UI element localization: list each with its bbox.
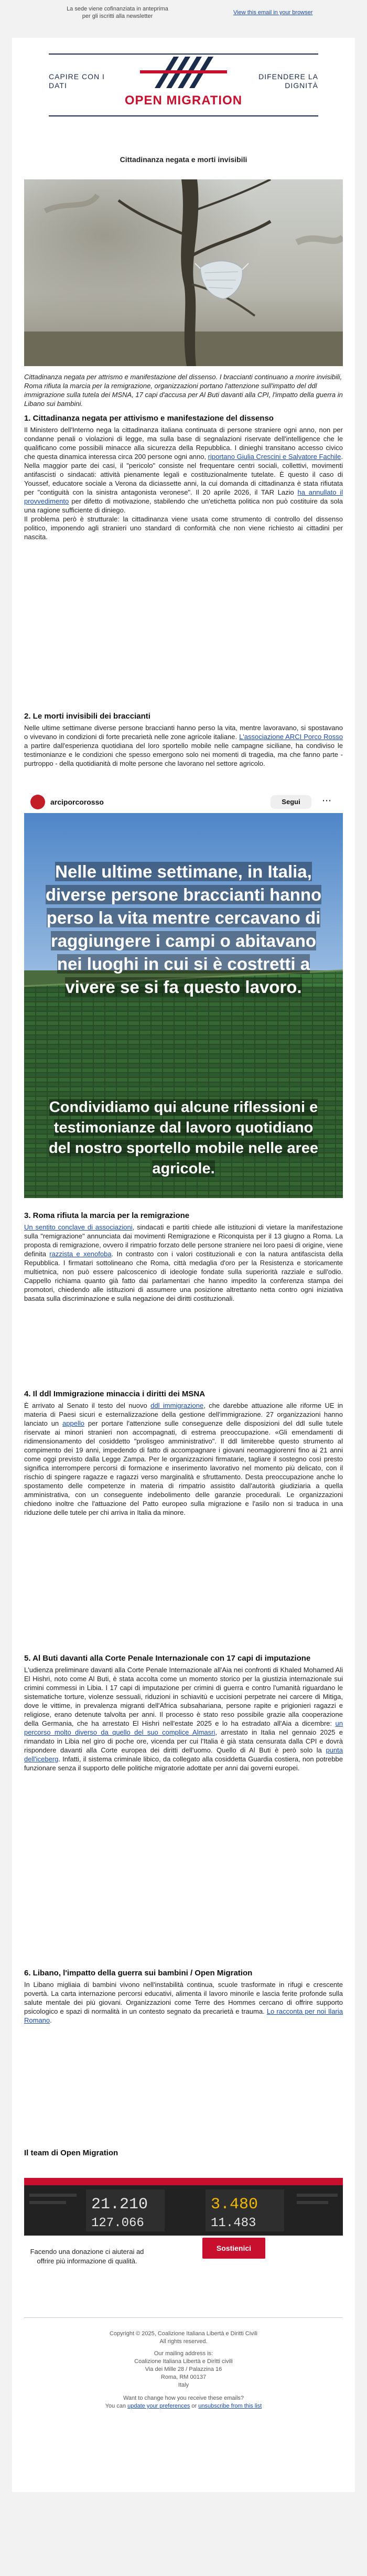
section-4-body: È arrivato al Senato il testo del nuovo ddl immigrazione, che darebbe attuazione alle riforme UE in materia di Paesi sicuri e esternalizzazione della gestione dell'immigrazione. 27 organizzazioni hanno lanciato un appello per portare l'attenzione sulle conseguenze delle disposizioni del ddl sulle tutele riservate ai minori stranieri non accompagnati, di estrema preoccupazione. «Gli emendamenti di ridimensionamento del cosiddetto "prolisgeo amministrativo". Il ddl limiterebbe questo strumento al compimento dei 19 anni, impedendo di fatto di accompagnare i giovani neomaggiorenni fino ai 21 anni come oggi previsto dalla Legge Zampa. Per le organizzazioni firmatarie, tagliare il sostegno così presto significa interrompere percorsi di formazione e inserimento lavorativo nel momento più delicato, con il rischio di spingere ragazze e ragazzi verso marginalità e sfruttamento. Desta preoccupazione anche lo spostamento delle competenze in materia di rimpatrio assistito dall'autorità giudiziaria a quella amministrativa, con un conseguente indebolimento delle garanzie procedurali. Le organizzazioni chiedono inoltre che l'attuazione del Patto europeo sulla migrazione e l'asilo non si traduca in una riduzione delle tutele per chi arriva in Italia da minore. — [24, 1402, 343, 1516]
section-5-link-2[interactable]: punta dell'iceberg — [24, 1746, 343, 1763]
view-in-browser-link[interactable]: View this email in your browser — [233, 9, 313, 16]
section-3 — [24, 1211, 343, 1303]
instagram-follow-button[interactable]: Segui — [271, 795, 311, 809]
footer-org: Coalizione Italiana Libertà e Diritti civili — [134, 2358, 233, 2365]
section-2 — [24, 711, 343, 768]
instagram-avatar[interactable] — [30, 795, 45, 809]
header-rule-bottom — [49, 115, 318, 116]
footer-city: Roma, RM 00137 — [160, 2374, 207, 2380]
footer-divider — [24, 2317, 343, 2318]
brand-name: OPEN MIGRATION — [124, 93, 243, 108]
dashboard-graphic — [24, 2178, 343, 2236]
instagram-media[interactable] — [24, 813, 343, 1198]
hero-photo — [24, 179, 343, 366]
support-button[interactable]: Sostienici — [202, 2238, 265, 2259]
email-body — [12, 38, 355, 2492]
section-4-heading: 4. Il ddl Immigrazione minaccia i diritti dei MSNA — [24, 1389, 206, 1398]
section-5-body: L'udienza preliminare davanti alla Corte Penale Internazionale all'Aia nei confronti di Khaled Mohamed Ali El Hishri, noto come Al Buti, è stata accolta come un momento storico per la giustizia internazionale sui crimini commessi in Libia. I 17 capi di imputazione per crimini di guerra e contro l'umanità riguardano le sistematiche torture, violenze sessuali, riduzioni in schiavitù e uccisioni perpetrate nei carcere di Mitiga, dove le vittime, in prevalenza migranti dell'Africa subsahariana, persone rapite e prigionieri ragazzi e religiose, erano detenute talvolta per anni. Il processo è stato reso possibile grazie alla cooperazione della Germania, che ha arrestato El Hishri nell'estate 2025 e lo ha estradato all'Aia a dicembre: un percorso molto diverso da quello del suo complice Almasri, arrestato in Italia nel gennaio 2025 e rimandato in Libia nel giro di poche ore, vicenda per cui l'Italia è già stata censurata dalla CPI e dovrà rispondere davanti alla Corte europea dei diritti dell'uomo. Quello di Al Buti è però solo la punta dell'iceberg. Infatti, il sistema criminale libico, da collegato alla cosiddetta Guardia costiera, non potrebbe funzionare senza il supporto delle politiche migratorie adottate per anni dai governi europei. — [24, 1666, 343, 1772]
section-2-heading: 2. Le morti invisibili dei braccianti — [24, 712, 150, 721]
section-3-link-1[interactable]: Un sentito conclave di associazioni — [24, 1223, 133, 1231]
donate-text: Facendo una donazione ci aiuterai ad offrire più informazione di qualità. — [30, 2248, 144, 2265]
motto-right: DIFENDERE LA DIGNITÀ — [258, 72, 318, 90]
section-1-link-2[interactable]: ha annullato il provvedimento — [24, 488, 343, 505]
newsletter-title: Cittadinanza negata e morti invisibili — [120, 155, 247, 164]
section-6-heading: 6. Libano, l'impatto della guerra sui bambini / Open Migration — [24, 1969, 253, 1978]
section-1-link-1[interactable]: riportano Giulia Crescini e Salvatore Fachile — [208, 453, 341, 461]
instagram-embed[interactable] — [24, 791, 343, 1198]
instagram-caption-top: Nelle ultime settimane, in Italia, diverse persone braccianti hanno perso la vita mentre cercavano di raggiungere i campi o abitavano nei luoghi in cui si è costretti a vivere se si fa questo lavoro. — [45, 862, 322, 997]
section-5 — [24, 1653, 343, 1772]
footer-copyright: Copyright © 2025, Coalizione Italiana Libertà e Diritti Civili — [109, 2331, 257, 2337]
section-6 — [24, 1968, 343, 2025]
footer-street: Via dei Mille 28 / Palazzina 16 — [145, 2366, 222, 2372]
section-2-link-1[interactable]: L'associazione ARCI Porco Rosso — [239, 733, 343, 741]
section-1-body-2: Il problema però è strutturale: la cittadinanza viene usata come strumento di controllo del dissenso politico, imponendo agli stranieri uno standard di conformità che non viene richiesto ai cittadini per nascita. — [24, 515, 343, 541]
section-1-body: Il Ministero dell'Interno nega la cittadinanza italiana continuata di persone straniere ogni anno, non per condanne penali o violazioni di legge, ma sulla base di segnalazioni riservate dell'intelligence che le qualificano come possibili minacce alla sicurezza della Repubblica. I dinieghi transitano accesso civico che questa dinamica interessa circa 200 persone ogni anno, riportano Giulia Crescini e Salvatore Fachile. Nella maggior parte dei casi, il "pericolo" consiste nel frequentare centri sociali, collettivi, movimenti antifascisti o sindacati: attività pienamente legali e costituzionalmente tutelate. È questo il caso di Youssef, educatore sociale a Verona da diciassette anni, la cui domanda di cittadinanza è stata rifiutata per "contiguità con la sinistra antagonista veronese". Il 20 aprile 2026, il TAR Lazio ha annullato il provvedimento per difetto di motivazione, stabilendo che un'etichetta politica non può costituire da sola una ragione sufficiente di diniego. — [24, 426, 343, 514]
stat-3: 3.480 — [211, 2196, 258, 2214]
section-6-link-1[interactable]: Lo racconta per noi Ilaria Romano — [24, 2007, 343, 2024]
instagram-caption-bottom: Condividiamo qui alcune riflessioni e testimonianze dal lavoro quotidiano del nostro sportello mobile nelle aree agricole. — [48, 1099, 319, 1177]
unsubscribe-link[interactable]: unsubscribe from this list — [198, 2403, 262, 2409]
section-5-heading: 5. Al Buti davanti alla Corte Penale Internazionale con 17 capi di imputazione — [24, 1654, 311, 1663]
more-options-icon[interactable]: ⋯ — [322, 795, 331, 806]
instagram-username[interactable]: arciporcorosso — [50, 798, 104, 806]
preheader-text: La sede viene cofinanziata in anteprima per gli iscritti alla newsletter — [67, 6, 168, 19]
stat-4: 11.483 — [211, 2216, 256, 2230]
preheader — [0, 0, 367, 29]
section-6-body: In Libano migliaia di bambini vivono nell'instabilità continua, scuole trasformate in rifugi e crescente povertà. La carta internazione percorsi educativi, alimenta il lavoro minorile e lascia ferite profonde sulla salute mentale dei più giovani. Organizzazioni come Terre des Hommes cercano di offrire supporto psicologico e spazi di normalità in un contesto segnato da precarietà e trauma. Lo racconta per noi Ilaria Romano. — [24, 1981, 343, 2024]
update-preferences-link[interactable]: update your preferences — [127, 2403, 190, 2409]
email-header — [12, 38, 355, 127]
team-dashboard-image — [24, 2178, 343, 2236]
section-4-link-1[interactable]: ddl immigrazione — [150, 1402, 204, 1409]
instagram-header — [24, 791, 343, 813]
footer-rights: All rights reserved. — [159, 2338, 208, 2345]
team-title: Il team di Open Migration — [24, 2149, 118, 2157]
section-3-heading: 3. Roma rifiuta la marcia per la remigrazione — [24, 1211, 190, 1220]
section-3-link-2[interactable]: razzista e xenofoba — [49, 1250, 112, 1258]
footer-links: You can update your preferences or unsubscribe from this list — [105, 2403, 262, 2409]
section-3-body: Un sentito conclave di associazioni, sindacati e partiti chiede alle istituzioni di vietare la manifestazione sulla "remigrazione" annunciata dai movimenti Remigrazione e Riconquista per il 13 giugno a Roma. La proposta di remigrazione, ovvero il rimpatrio forzato delle persone straniere nei loro paesi di origine, viene definita razzista e xenofoba. In contrasto con i valori costituzionali e con la natura antifascista della Repubblica. I firmatari sottolineano che Roma, città medaglia d'oro per la Resistenza e storicamente multietnica, non può essere palcoscenico di ideologie fondate sulla superiorità razziale e sull'odio. Cappello richiama quanto già fatto dai parlamentari che hanno impedito la conferenza stampa dei promotori, chiedendo alle istituzioni di assumere una posizione altrettanto netta contro ogni iniziativa basata sulla discriminazione e sulla negazione dei diritti costituzionali. — [24, 1223, 343, 1302]
team-block — [24, 2167, 343, 2279]
open-migration-logo-icon — [136, 54, 231, 90]
footer — [12, 2330, 355, 2410]
hero-caption: Cittadinanza negata per attrismo e manifestazione del dissenso. I braccianti continuano a morire invisibili, Roma rifiuta la marcia per la remigrazione, organizzazioni portano l'attenzione sull'impatto del ddl immigrazione sulla tutela dei MSNA, 17 capi d'accusa per Al Buti davanti alla CPI, l'impatto della guerra in Libano sui bambini. — [24, 373, 343, 408]
motto-left: CAPIRE CON I DATI — [49, 72, 105, 90]
stat-1: 21.210 — [91, 2196, 148, 2214]
section-4 — [24, 1389, 343, 1517]
stat-2: 127.066 — [91, 2216, 144, 2230]
section-2-body: Nelle ultime settimane diverse persone braccianti hanno perso la vita, mentre lavoravano, si spostavano o vivevano in condizioni di forte precarietà nelle zone agricole italiane. L'associazione ARCI Porco Rosso a partire dall'esperienza quotidiana del loro sportello mobile nelle campagne siciliane, ha condiviso le testimonianze e le condizioni che spesso emergono solo nei momenti di tragedia, ma che fanno parte - purtroppo - della quotidianità di molte persone che lavorano nel settore agricolo. — [24, 724, 343, 767]
section-4-link-2[interactable]: appello — [62, 1419, 84, 1427]
footer-mailing-label: Our mailing address is: — [154, 2350, 213, 2357]
footer-preferences-question: Want to change how you receive these emails? — [123, 2395, 244, 2401]
section-1 — [24, 413, 343, 541]
footer-country: Italy — [178, 2382, 189, 2388]
section-5-link-1[interactable]: un percorso molto diverso da quello del suo complice Almasri — [24, 1719, 343, 1736]
section-1-heading: 1. Cittadinanza negata per attivismo e manifestazione del dissenso — [24, 414, 274, 423]
